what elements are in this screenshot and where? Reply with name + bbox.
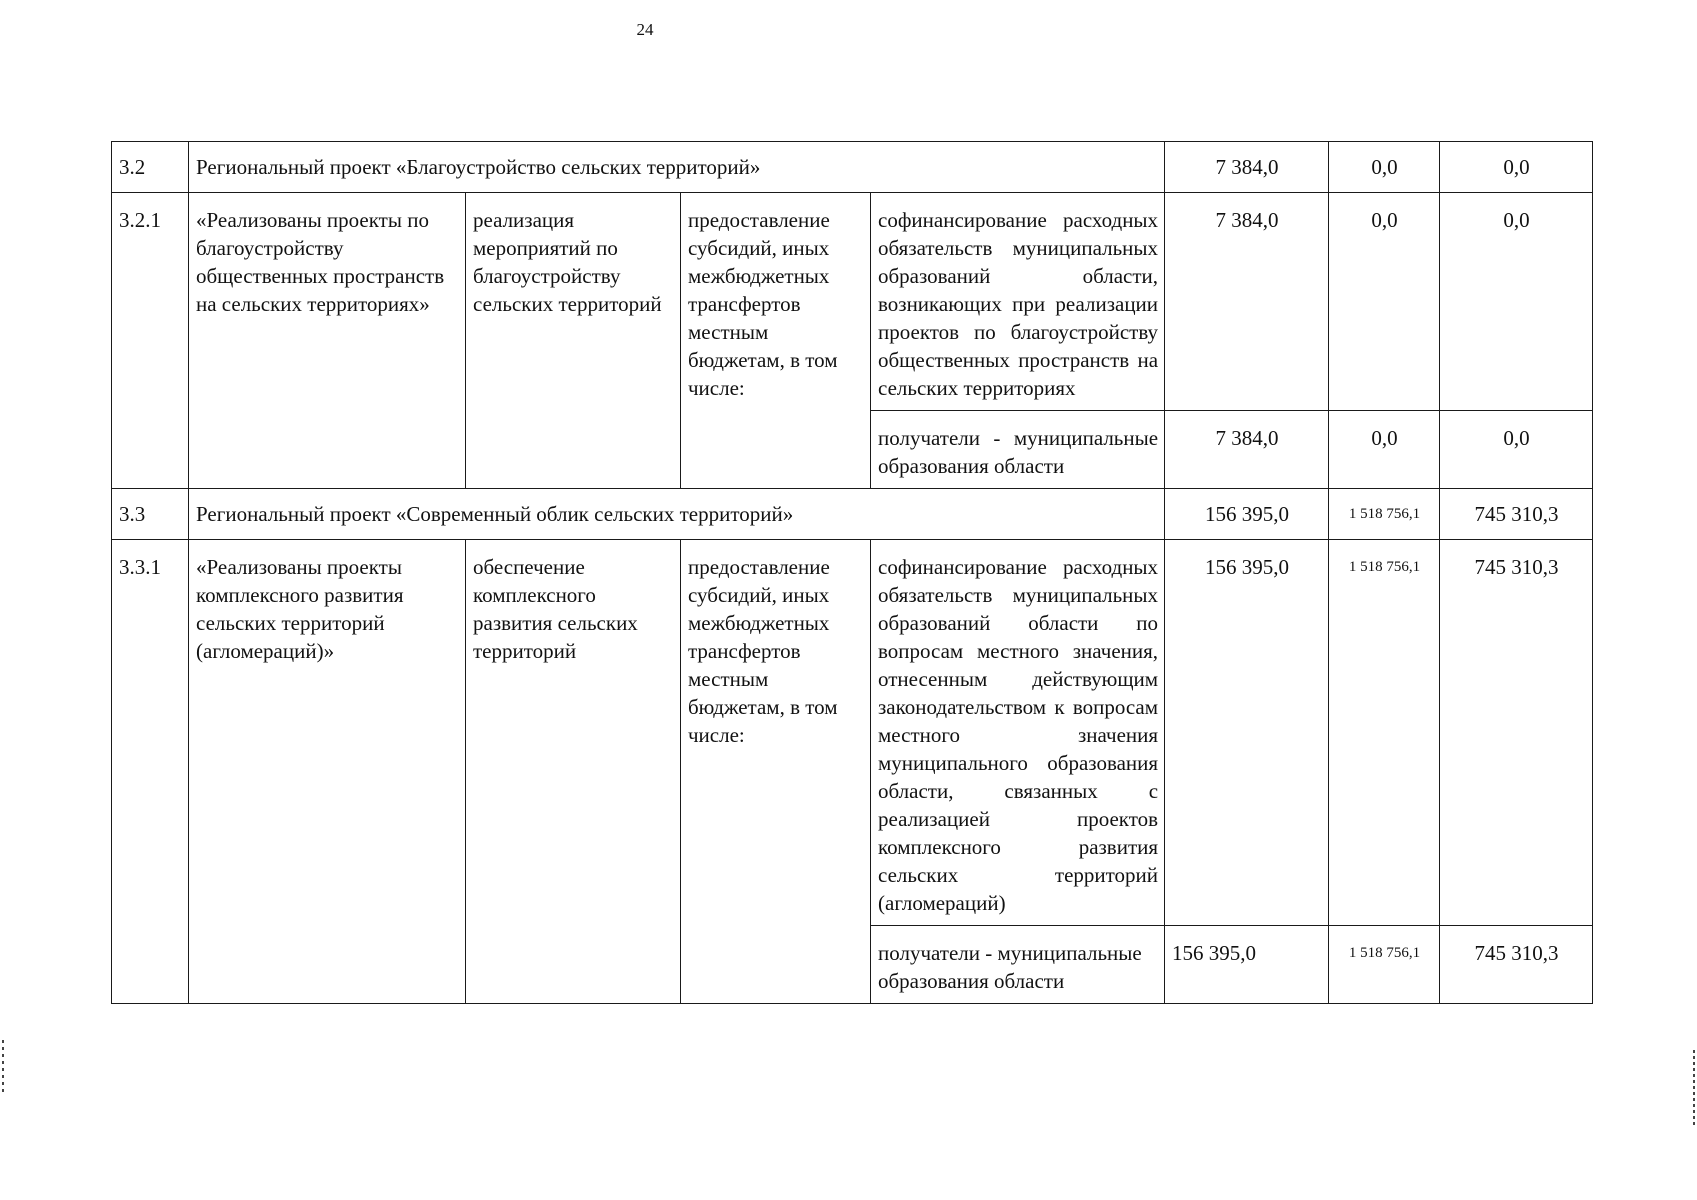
value-col-2: 1 518 756,1 [1329,926,1440,1004]
section-title: Региональный проект «Благоустройство сельских территорий» [189,142,1165,193]
scan-edge-mark-right [1693,1050,1695,1128]
purpose-cell: софинансирование расходных обязательств муниципальных образований области по вопросам местного значения, отнесенным действующим законодательством к вопросам местного значения муниципального образования области, связанных с реализацией проектов комплексного развития сельских территорий (агломераций) [871,540,1165,926]
value-col-3: 745 310,3 [1440,926,1593,1004]
value-col-3: 745 310,3 [1440,489,1593,540]
value-col-1: 7 384,0 [1165,142,1329,193]
value-col-3: 745 310,3 [1440,540,1593,926]
value-col-2: 0,0 [1329,142,1440,193]
value-col-2: 0,0 [1329,411,1440,489]
purpose-cell: софинансирование расходных обязательств муниципальных образований области, возникающих при реализации проектов по благоустройству общественных пространств на сельских территориях [871,193,1165,411]
mechanism-cell: предоставление субсидий, иных межбюджетных трансфертов местным бюджетам, в том числе: [681,540,871,1004]
row-code: 3.2.1 [112,193,189,489]
section-title: Региональный проект «Современный облик сельских территорий» [189,489,1165,540]
row-code: 3.2 [112,142,189,193]
value-col-3: 0,0 [1440,193,1593,411]
measure-cell: обеспечение комплексного развития сельских территорий [466,540,681,1004]
scan-edge-mark-left [2,1040,4,1096]
value-col-1: 156 395,0 [1165,540,1329,926]
value-col-2: 1 518 756,1 [1329,489,1440,540]
table-row-detail [112,540,1593,926]
table-row-section [112,142,1593,193]
value-col-1: 156 395,0 [1165,489,1329,540]
result-cell: «Реализованы проекты комплексного развития сельских территорий (агломераций)» [189,540,466,1004]
row-code: 3.3 [112,489,189,540]
page-number: 24 [636,20,654,39]
value-col-3: 0,0 [1440,142,1593,193]
budget-table [111,141,1593,1004]
result-cell: «Реализованы проекты по благоустройству общественных пространств на сельских территориях» [189,193,466,489]
recipient-cell: получатели - муниципальные образования области [871,926,1165,1004]
value-col-1: 156 395,0 [1165,926,1329,1004]
value-col-2: 1 518 756,1 [1329,540,1440,926]
value-col-2: 0,0 [1329,193,1440,411]
mechanism-cell: предоставление субсидий, иных межбюджетных трансфертов местным бюджетам, в том числе: [681,193,871,489]
value-col-1: 7 384,0 [1165,193,1329,411]
value-col-1: 7 384,0 [1165,411,1329,489]
recipient-cell: получатели - муниципальные образования области [871,411,1165,489]
measure-cell: реализация мероприятий по благоустройству сельских территорий [466,193,681,489]
table-row-detail [112,193,1593,411]
value-col-3: 0,0 [1440,411,1593,489]
row-code: 3.3.1 [112,540,189,1004]
table-row-section [112,489,1593,540]
